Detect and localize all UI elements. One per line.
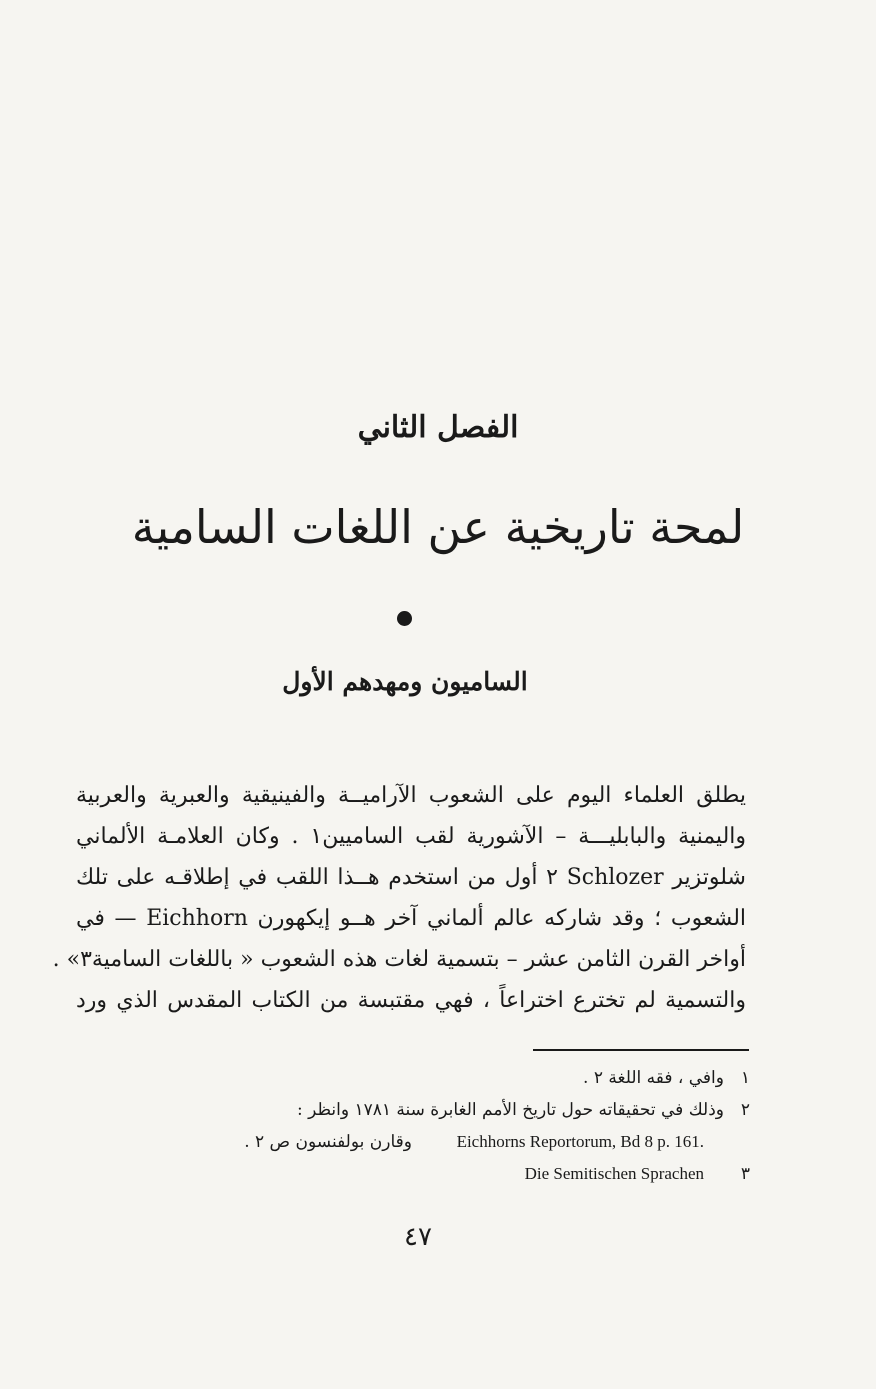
footnote-arabic-reference: وقارن بولفنسون ص ٢ .	[244, 1132, 412, 1152]
footnote-1	[180, 1062, 750, 1094]
footnote-number: ٣	[740, 1164, 750, 1184]
body-paragraph	[52, 775, 747, 1021]
footnote-divider	[533, 1049, 749, 1051]
footnote-text: وذلك في تحقيقاته حول تاريخ الأمم الغابرة سنة ١٧٨١ وانظر :	[296, 1100, 724, 1120]
footnote-latin-title: Die Semitischen Sprachen	[524, 1164, 704, 1183]
body-line: والتسمية لم تخترع اختراعاً ، فهي مقتبسة من الكتاب المقدس الذي ورد	[76, 988, 746, 1013]
footnote-3	[180, 1158, 750, 1190]
body-line: يطلق العلماء اليوم على الشعوب الآراميــة والفينيقية والعبرية والعربية	[76, 783, 746, 808]
chapter-label: الفصل الثاني	[357, 410, 519, 445]
footnotes	[180, 1062, 750, 1190]
footnote-number: ٢	[740, 1100, 750, 1120]
footnote-latin-reference: Eichhorns Reportorum, Bd 8 p. 161.	[456, 1132, 704, 1151]
footnote-text: وافي ، فقه اللغة ٢ .	[583, 1068, 724, 1088]
footnote-2-continued	[180, 1126, 750, 1158]
chapter-title: لمحة تاريخية عن اللغات السامية	[131, 500, 745, 554]
footnote-2	[180, 1094, 750, 1126]
footnote-number: ١	[740, 1068, 750, 1088]
ornament-dot	[397, 611, 412, 626]
body-line: أواخر القرن الثامن عشر – بتسمية لغات هذه الشعوب « باللغات السامية٣» .	[52, 947, 746, 972]
body-line: واليمنية والبابليـــة – الآشورية لقب الساميين١ . وكان العلامـة الألماني	[76, 824, 747, 849]
section-heading: الساميون ومهدهم الأول	[282, 667, 528, 696]
page-number: ٤٧	[404, 1222, 432, 1252]
body-line: شلوتزير Schlozer ٢ أول من استخدم هــذا اللقب في إطلاقـه على تلك	[76, 865, 746, 890]
body-line: الشعوب ؛ وقد شاركه عالم ألماني آخر هــو إيكهورن Eichhorn — في	[76, 906, 747, 931]
